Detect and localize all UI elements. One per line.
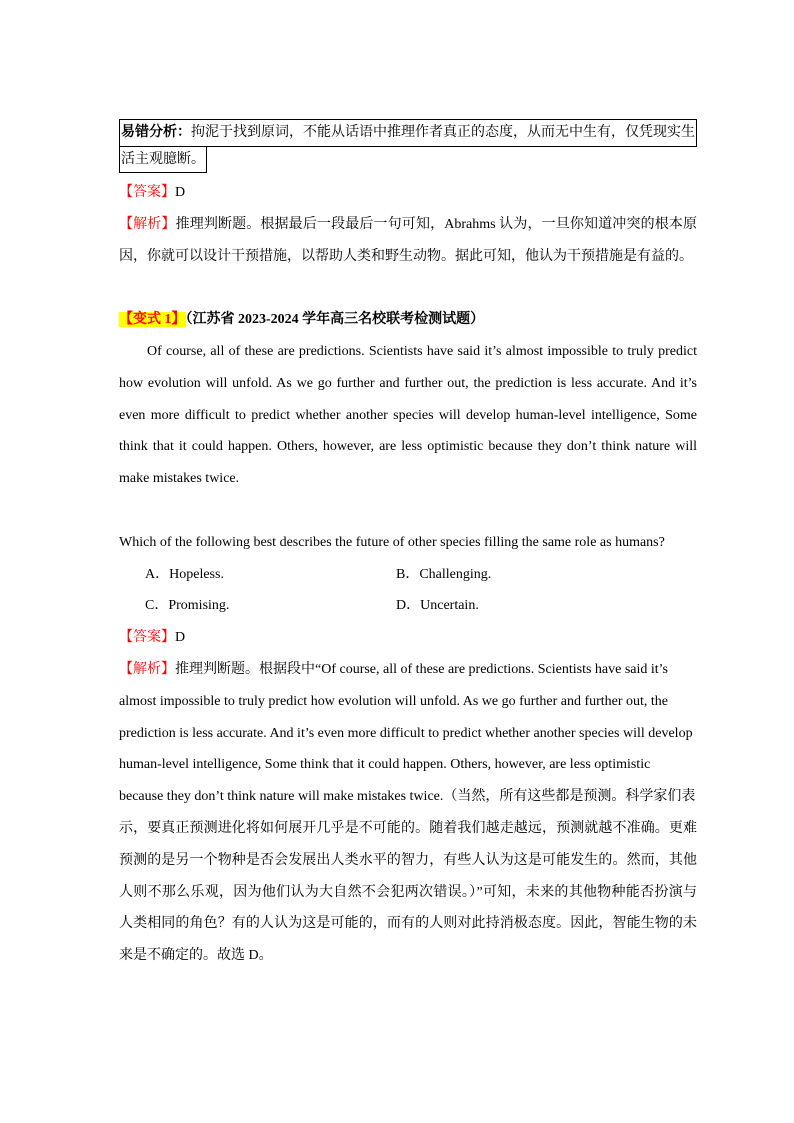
question-stem: Which of the following best describes the future of other species filling the same role as humans? xyxy=(119,534,665,550)
blank-spacer xyxy=(119,495,697,527)
explanation-2-line-1 xyxy=(119,654,697,686)
option-b xyxy=(396,559,491,591)
option-b-letter: B． xyxy=(396,566,420,582)
explanation-2-line: human-level intelligence, Some think that it could happen. Others, however, are less optimistic xyxy=(119,757,651,773)
error-analysis-text-1: 拘泥于找到原词，不能从话语中推理作者真正的态度，从而无中生有，仅凭现实生 xyxy=(191,125,695,140)
explanation-1-text-1: 推理判断题。根据最后一段最后一句可知，Abrahms 认为，一旦你知道冲突的根本原 xyxy=(175,216,697,232)
option-d-text: Uncertain. xyxy=(420,598,479,614)
explanation-2-label: 【解析】 xyxy=(119,661,175,677)
explanation-1-line-1 xyxy=(119,209,697,241)
explanation-1-text-2: 因，你就可以设计干预措施，以帮助人类和野生动物。据此可知，他认为干预措施是有益的。 xyxy=(119,248,693,264)
document-body xyxy=(119,177,697,972)
passage-line: make mistakes twice. xyxy=(119,471,240,487)
answer-2-value: D xyxy=(175,630,186,646)
error-analysis-box-line-2 xyxy=(119,146,207,173)
answer-2-label: 【答案】 xyxy=(119,630,175,646)
option-a-letter: A． xyxy=(145,566,170,582)
blank-spacer xyxy=(119,272,697,304)
error-analysis-text-2: 活主观臆断。 xyxy=(121,152,205,167)
explanation-2-line: 人则不那么乐观，因为他们认为大自然不会犯两次错误。）”可知，未来的其他物种能否扮演与 xyxy=(119,884,697,900)
variant-tag: 【变式 1】 xyxy=(119,312,186,328)
variant-heading xyxy=(119,304,697,336)
explanation-2-line: because they don’t think nature will make mistakes twice.（当然，所有这些都是预测。科学家们表 xyxy=(119,789,696,805)
error-analysis-box-line-1 xyxy=(119,119,697,147)
explanation-2-text-1: 推理判断题。根据段中“Of course, all of these are predictions. Scientists have said it’s xyxy=(175,661,669,677)
explanation-1-line-2 xyxy=(119,241,697,273)
option-d-letter: D． xyxy=(396,598,421,614)
answer-1 xyxy=(119,177,697,209)
option-d xyxy=(396,590,479,622)
explanation-2-line: 示，要真正预测进化将如何展开几乎是不可能的。随着我们越走越远，预测就越不准确。更难 xyxy=(119,820,697,836)
option-a xyxy=(145,559,224,591)
option-b-text: Challenging. xyxy=(419,566,492,582)
passage-line: how evolution will unfold. As we go further and further out, the prediction is less accurate. And it’s xyxy=(119,375,697,391)
answer-1-value: D xyxy=(175,185,186,200)
explanation-1-label: 【解析】 xyxy=(119,216,176,232)
explanation-2-line: 来是不确定的。故选 D。 xyxy=(119,948,273,964)
passage-line: Of course, all of these are predictions. Scientists have said it’s almost impossible to truly predict xyxy=(147,343,697,359)
option-c-letter: C． xyxy=(145,598,169,614)
explanation-2-line: prediction is less accurate. And it’s even more difficult to predict whether another species will develop xyxy=(119,725,693,741)
option-c-text: Promising. xyxy=(168,598,230,614)
passage-line: think that it could happen. Others, however, are less optimistic because they don’t think nature will xyxy=(119,439,697,455)
passage-line: even more difficult to predict whether another species will develop human-level intelligence, Some xyxy=(119,407,697,423)
answer-1-label: 【答案】 xyxy=(119,185,175,200)
options-row-cd xyxy=(119,590,697,622)
explanation-2-line: almost impossible to truly predict how evolution will unfold. As we go further and further out, the xyxy=(119,693,669,709)
options-row-ab xyxy=(119,559,697,591)
error-analysis-label: 易错分析： xyxy=(121,125,191,140)
explanation-2-line: 预测的是另一个物种是否会发展出人类水平的智力，有些人认为这是可能发生的。然而，其他 xyxy=(119,852,697,868)
option-a-text: Hopeless. xyxy=(169,566,224,582)
variant-source: （江苏省 2023-2024 学年高三名校联考检测试题） xyxy=(185,312,485,328)
answer-2 xyxy=(119,622,697,654)
explanation-2-line: 人类相同的角色？有的人认为这是可能的，而有的人则对此持消极态度。因此，智能生物的未 xyxy=(119,916,697,932)
option-c xyxy=(145,590,229,622)
